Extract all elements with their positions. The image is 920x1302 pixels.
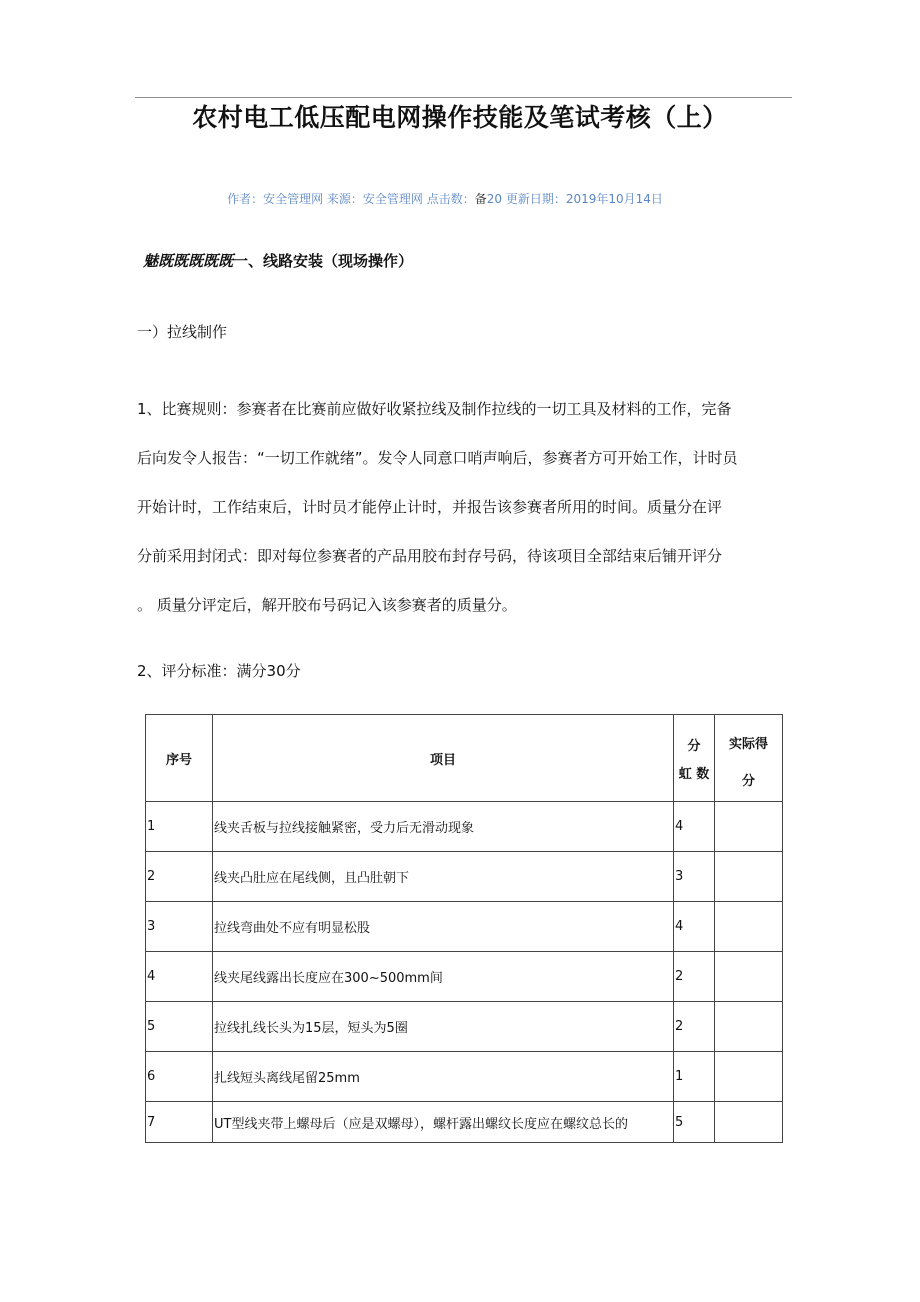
cell-points: 1 [674,1052,715,1102]
cell-item: 线夹尾线露出长度应在300~500mm间 [213,952,674,1002]
cell-points: 4 [674,902,715,952]
cell-seq: 4 [146,952,213,1002]
cell-points: 4 [674,802,715,852]
section-heading-garbled: 魅既既既既既 [143,252,234,270]
cell-actual[interactable] [715,802,783,852]
cell-actual[interactable] [715,852,783,902]
cell-item: 线夹舌板与拉线接触紧密，受力后无滑动现象 [213,802,674,852]
cell-actual[interactable] [715,1102,783,1143]
section-heading-text: 一、线路安装（现场操作） [233,252,414,270]
cell-actual[interactable] [715,902,783,952]
table-row [146,852,783,902]
rules-line: 。 质量分评定后，解开胶布号码记入该参赛者的质量分。 [137,596,517,614]
cell-points: 2 [674,1002,715,1052]
cell-actual[interactable] [715,1052,783,1102]
section-heading [143,250,413,271]
table-header-row [146,715,783,802]
header-actual-top: 实际得 [728,737,768,752]
rules-paragraph [137,385,797,630]
cell-seq: 3 [146,902,213,952]
header-actual-bottom: 分 [741,774,755,789]
cell-points: 2 [674,952,715,1002]
table-row [146,1102,783,1143]
meta-suffix: 20 更新日期：2019年10月14日 [486,192,663,206]
table-row [146,952,783,1002]
cell-actual[interactable] [715,1002,783,1052]
header-points-bottom: 虹 数 [678,767,710,782]
header-seq: 序号 [146,715,213,802]
table-row [146,902,783,952]
cell-actual[interactable] [715,952,783,1002]
rules-line: 1、比赛规则：参赛者在比赛前应做好收紧拉线及制作拉线的一切工具及材料的工作，完备 [137,400,732,418]
cell-item: 扎线短头离线尾留25mm [213,1052,674,1102]
cell-points: 5 [674,1102,715,1143]
cell-item: 拉线弯曲处不应有明显松股 [213,902,674,952]
rules-line: 分前采用封闭式：即对每位参赛者的产品用胶布封存号码，待该项目全部结束后铺开评分 [137,547,723,565]
cell-item: 拉线扎线长头为15层，短头为5圈 [213,1002,674,1052]
rules-line: 开始计时，工作结束后，计时员才能停止计时，并报告该参赛者所用的时间。质量分在评 [137,498,723,516]
header-points-top: 分 [687,739,701,754]
cell-seq: 7 [146,1102,213,1143]
cell-seq: 6 [146,1052,213,1102]
cell-item: UT型线夹带上螺母后（应是双螺母），螺杆露出螺纹长度应在螺纹总长的 [213,1102,674,1143]
meta-prefix: 作者：安全管理网 来源：安全管理网 点击数： [227,192,475,206]
cell-item: 线夹凸肚应在尾线侧，且凸肚朝下 [213,852,674,902]
subheading: 一）拉线制作 [137,323,228,341]
cell-seq: 1 [146,802,213,852]
cell-seq: 2 [146,852,213,902]
cell-seq: 5 [146,1002,213,1052]
article-meta [0,190,890,207]
header-actual [715,715,783,802]
score-standard: 2、评分标准：满分30分 [137,662,301,680]
meta-highlight: 备 [474,192,487,206]
table-row [146,1002,783,1052]
header-item: 项目 [213,715,674,802]
rules-line: 后向发令人报告：“一切工作就绪”。发令人同意口哨声响后，参赛者方可开始工作，计时员 [137,449,738,467]
table-row [146,1052,783,1102]
cell-points: 3 [674,852,715,902]
header-points [674,715,715,802]
table-row [146,802,783,852]
score-table [145,714,783,1143]
page-title: 农村电工低压配电网操作技能及笔试考核（上） [192,103,728,132]
